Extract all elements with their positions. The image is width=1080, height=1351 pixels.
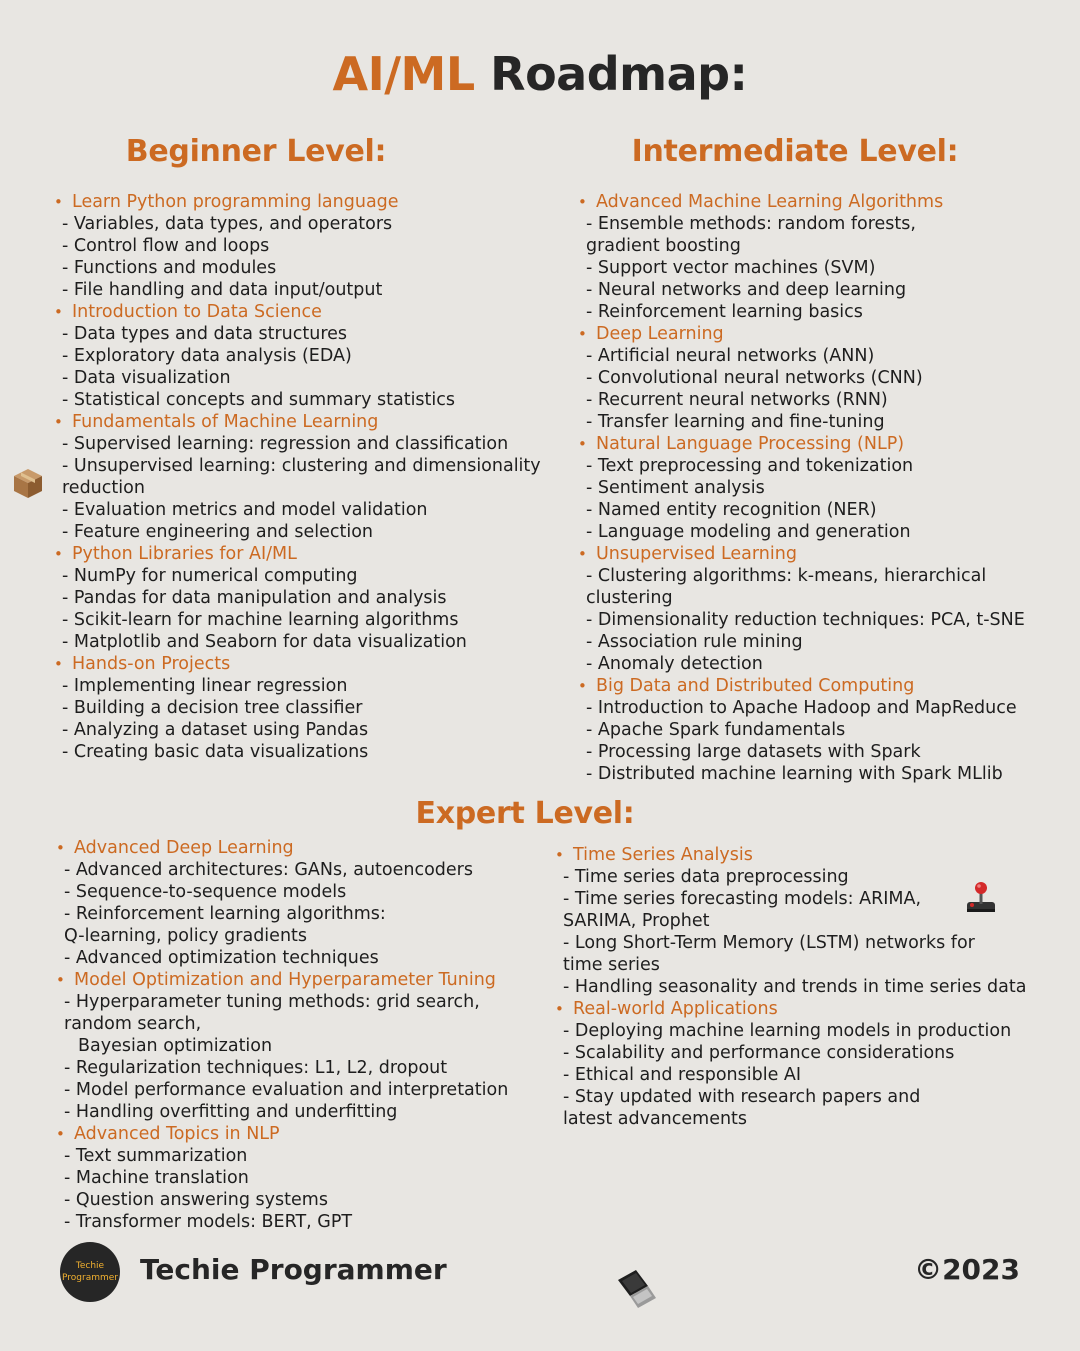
list-item-text: Sequence-to-sequence models xyxy=(75,882,347,902)
list-item-text: Association rule mining xyxy=(597,632,803,652)
list-item: - Transformer models: BERT, GPT xyxy=(64,1212,353,1232)
expert-right-section xyxy=(555,844,1026,1130)
list-item-text: Data types and data structures xyxy=(73,324,348,344)
list-item-text: time series xyxy=(563,955,660,975)
topic-title: • Fundamentals of Machine Learning xyxy=(54,411,541,433)
list-item: - Text summarization xyxy=(64,1146,248,1166)
expert-heading: Expert Level: xyxy=(415,796,635,831)
list-item: - Convolutional neural networks (CNN) xyxy=(586,368,923,388)
list-item-text: Advanced architectures: GANs, autoencoders xyxy=(75,860,473,880)
list-item-text: Time series data preprocessing xyxy=(574,867,849,887)
list-item-text: Feature engineering and selection xyxy=(73,522,373,542)
list-item: - Handling seasonality and trends in time series data xyxy=(563,977,1027,997)
list-item-text: Matplotlib and Seaborn for data visualization xyxy=(73,632,467,652)
topic-title: • Learn Python programming language xyxy=(54,191,541,213)
list-item: - Creating basic data visualizations xyxy=(62,742,369,762)
list-item-text: Pandas for data manipulation and analysis xyxy=(73,588,447,608)
list-item-text: Support vector machines (SVM) xyxy=(597,258,876,278)
list-item-text: Scalability and performance considerations xyxy=(574,1043,955,1063)
list-item-text: Clustering algorithms: k-means, hierarchical xyxy=(597,566,987,586)
list-item: - Recurrent neural networks (RNN) xyxy=(586,390,888,410)
list-item: - Building a decision tree classifier xyxy=(62,698,363,718)
list-item-text: Ethical and responsible AI xyxy=(574,1065,802,1085)
page-title xyxy=(0,44,1080,104)
topic-title: • Big Data and Distributed Computing xyxy=(578,675,1025,697)
logo-line-2: Programmer xyxy=(62,1273,118,1283)
list-item-text: Analyzing a dataset using Pandas xyxy=(73,720,369,740)
list-item-text: Ensemble methods: random forests, xyxy=(597,214,916,234)
list-item: - Support vector machines (SVM) xyxy=(586,258,876,278)
list-item-text: Introduction to Apache Hadoop and MapReduce xyxy=(597,698,1017,718)
list-item-text: Handling overfitting and underfitting xyxy=(75,1102,398,1122)
list-item: - Clustering algorithms: k-means, hierarchical clustering xyxy=(578,565,1025,609)
list-item-text: Text preprocessing and tokenization xyxy=(597,456,914,476)
topic-title: • Hands-on Projects xyxy=(54,653,541,675)
list-item-text: latest advancements xyxy=(563,1109,748,1129)
list-item: - Time series data preprocessing xyxy=(563,867,849,887)
list-item-text: Regularization techniques: L1, L2, dropout xyxy=(75,1058,448,1078)
title-accent: AI/ML xyxy=(332,47,475,101)
list-item: - Scalability and performance considerations xyxy=(563,1043,955,1063)
list-item-text: Recurrent neural networks (RNN) xyxy=(597,390,888,410)
list-item-text: Scikit-learn for machine learning algorithms xyxy=(73,610,459,630)
list-item: - Introduction to Apache Hadoop and MapReduce xyxy=(586,698,1017,718)
list-item: - Apache Spark fundamentals xyxy=(586,720,846,740)
list-item: - Control flow and loops xyxy=(62,236,270,256)
list-item: - Data types and data structures xyxy=(62,324,348,344)
beginner-heading: Beginner Level: xyxy=(125,134,387,169)
list-item-text: Reinforcement learning basics xyxy=(597,302,863,322)
logo-line-1: Techie xyxy=(75,1261,105,1271)
list-item: - Matplotlib and Seaborn for data visualization xyxy=(62,632,467,652)
topic-title: • Advanced Machine Learning Algorithms xyxy=(578,191,1025,213)
list-item-text: Variables, data types, and operators xyxy=(73,214,393,234)
list-item: - Model performance evaluation and interpretation xyxy=(64,1080,509,1100)
expert-left-topic-list xyxy=(56,837,508,1233)
list-item-text: Named entity recognition (NER) xyxy=(597,500,877,520)
list-item: - Association rule mining xyxy=(586,632,803,652)
intermediate-section xyxy=(578,191,1025,785)
intermediate-topic-list xyxy=(578,191,1025,785)
list-item: - File handling and data input/output xyxy=(62,280,383,300)
topic-title: • Advanced Topics in NLP xyxy=(56,1123,508,1145)
list-item-text: Distributed machine learning with Spark MLlib xyxy=(597,764,1003,784)
topic-title: • Time Series Analysis xyxy=(555,844,1026,866)
package-icon xyxy=(10,465,46,501)
list-item: - Handling overfitting and underfitting xyxy=(64,1102,398,1122)
list-item-text: Advanced optimization techniques xyxy=(75,948,379,968)
list-item-text: Statistical concepts and summary statistics xyxy=(73,390,456,410)
list-item-text: Dimensionality reduction techniques: PCA, t-SNE xyxy=(597,610,1025,630)
list-item-text: Evaluation metrics and model validation xyxy=(73,500,428,520)
list-item: - Text preprocessing and tokenization xyxy=(586,456,914,476)
intermediate-heading: Intermediate Level: xyxy=(631,134,959,169)
list-item: - Named entity recognition (NER) xyxy=(586,500,877,520)
copyright: ©2023 xyxy=(914,1253,1020,1286)
list-item-text: Implementing linear regression xyxy=(73,676,348,696)
list-item: - Statistical concepts and summary statistics xyxy=(62,390,456,410)
topic-title: • Model Optimization and Hyperparameter Tuning xyxy=(56,969,508,991)
brand-logo xyxy=(60,1242,120,1302)
list-item-text: Q-learning, policy gradients xyxy=(64,926,308,946)
list-item: - Time series forecasting models: ARIMA, SARIMA, Prophet xyxy=(555,888,1026,932)
list-item-text: Time series forecasting models: ARIMA, xyxy=(574,889,922,909)
list-item: - Stay updated with research papers and latest advancements xyxy=(555,1086,1026,1130)
list-item-text: Sentiment analysis xyxy=(597,478,765,498)
list-item: - Exploratory data analysis (EDA) xyxy=(62,346,352,366)
title-rest: Roadmap: xyxy=(490,47,748,101)
list-item: - Regularization techniques: L1, L2, dropout xyxy=(64,1058,448,1078)
list-item-text: Bayesian optimization xyxy=(78,1036,273,1056)
laptop-icon xyxy=(614,1264,660,1310)
list-item: - Scikit-learn for machine learning algorithms xyxy=(62,610,459,630)
list-item-text: gradient boosting xyxy=(586,236,741,256)
list-item: - Dimensionality reduction techniques: PCA, t-SNE xyxy=(586,610,1025,630)
list-item: - Advanced optimization techniques xyxy=(64,948,379,968)
list-item: - Machine translation xyxy=(64,1168,249,1188)
list-item-text: Processing large datasets with Spark xyxy=(597,742,921,762)
list-item-text: Anomaly detection xyxy=(597,654,763,674)
list-item-text: Data visualization xyxy=(73,368,231,388)
list-item: - Ethical and responsible AI xyxy=(563,1065,802,1085)
list-item: - Pandas for data manipulation and analysis xyxy=(62,588,447,608)
list-item: - Processing large datasets with Spark xyxy=(586,742,921,762)
joystick-icon xyxy=(964,880,998,916)
expert-right-topic-list xyxy=(555,844,1026,1130)
list-item: - Supervised learning: regression and classification xyxy=(62,434,509,454)
list-item-text: Exploratory data analysis (EDA) xyxy=(73,346,352,366)
list-item: - Distributed machine learning with Spark MLlib xyxy=(586,764,1003,784)
list-item-text: clustering xyxy=(586,588,673,608)
list-item: - NumPy for numerical computing xyxy=(62,566,358,586)
topic-title: • Unsupervised Learning xyxy=(578,543,1025,565)
topic-title: • Introduction to Data Science xyxy=(54,301,541,323)
list-item: - Advanced architectures: GANs, autoencoders xyxy=(64,860,473,880)
list-item: - Analyzing a dataset using Pandas xyxy=(62,720,369,740)
topic-title: • Deep Learning xyxy=(578,323,1025,345)
list-item-text: Model performance evaluation and interpretation xyxy=(75,1080,509,1100)
topic-title: • Real-world Applications xyxy=(555,998,1026,1020)
beginner-topic-list xyxy=(54,191,541,763)
list-item-text: Creating basic data visualizations xyxy=(73,742,369,762)
list-item: - Anomaly detection xyxy=(586,654,763,674)
list-item-text: File handling and data input/output xyxy=(73,280,383,300)
list-item-text: Unsupervised learning: clustering and dimensionality xyxy=(73,456,541,476)
list-item: - Question answering systems xyxy=(64,1190,328,1210)
list-item: - Neural networks and deep learning xyxy=(586,280,907,300)
list-item-text: Deploying machine learning models in production xyxy=(574,1021,1012,1041)
list-item-text: Hyperparameter tuning methods: grid search, xyxy=(75,992,480,1012)
list-item-text: Reinforcement learning algorithms: xyxy=(75,904,386,924)
list-item-text: reduction xyxy=(62,478,145,498)
list-item: - Unsupervised learning: clustering and dimensionality reduction xyxy=(62,456,541,498)
list-item: - Feature engineering and selection xyxy=(62,522,373,542)
list-item-text: Question answering systems xyxy=(75,1190,328,1210)
list-item-text: Supervised learning: regression and classification xyxy=(73,434,509,454)
list-item-text: Transformer models: BERT, GPT xyxy=(75,1212,353,1232)
list-item: - Reinforcement learning algorithms: Q-learning, policy gradients xyxy=(56,903,508,947)
topic-title: • Natural Language Processing (NLP) xyxy=(578,433,1025,455)
list-item: - Evaluation metrics and model validation xyxy=(62,500,428,520)
list-item: - Language modeling and generation xyxy=(586,522,911,542)
list-item-text: Artificial neural networks (ANN) xyxy=(597,346,875,366)
list-item-text: Stay updated with research papers and xyxy=(574,1087,921,1107)
list-item-text: Handling seasonality and trends in time series data xyxy=(574,977,1027,997)
brand-name: Techie Programmer xyxy=(140,1253,447,1286)
list-item-text: Transfer learning and fine-tuning xyxy=(597,412,885,432)
list-item: - Deploying machine learning models in production xyxy=(563,1021,1012,1041)
list-item: - Long Short-Term Memory (LSTM) networks for time series xyxy=(555,932,1026,976)
list-item: - Ensemble methods: random forests, gradient boosting xyxy=(578,213,1025,257)
list-item: - Sequence-to-sequence models xyxy=(64,882,347,902)
list-item: - Artificial neural networks (ANN) xyxy=(586,346,875,366)
list-item-text: Convolutional neural networks (CNN) xyxy=(597,368,923,388)
list-item-text: SARIMA, Prophet xyxy=(563,911,710,931)
list-item: - Data visualization xyxy=(62,368,231,388)
list-item-text: Machine translation xyxy=(75,1168,249,1188)
list-item-text: Language modeling and generation xyxy=(597,522,911,542)
list-item: - Implementing linear regression xyxy=(62,676,348,696)
list-item-text: Building a decision tree classifier xyxy=(73,698,363,718)
list-item: - Hyperparameter tuning methods: grid search, random search, Bayesian optimization xyxy=(56,991,508,1057)
list-item: - Functions and modules xyxy=(62,258,277,278)
list-item-text: Apache Spark fundamentals xyxy=(597,720,846,740)
list-item: - Reinforcement learning basics xyxy=(586,302,863,322)
list-item-text: Control flow and loops xyxy=(73,236,270,256)
list-item: - Sentiment analysis xyxy=(586,478,765,498)
expert-left-section xyxy=(56,837,508,1233)
topic-title: • Python Libraries for AI/ML xyxy=(54,543,541,565)
topic-title: • Advanced Deep Learning xyxy=(56,837,508,859)
list-item-text: Text summarization xyxy=(75,1146,248,1166)
list-item-text: Long Short-Term Memory (LSTM) networks for xyxy=(574,933,975,953)
list-item: - Variables, data types, and operators xyxy=(62,214,393,234)
list-item-text: Functions and modules xyxy=(73,258,277,278)
list-item: - Transfer learning and fine-tuning xyxy=(586,412,885,432)
beginner-section xyxy=(54,191,541,763)
list-item-text: Neural networks and deep learning xyxy=(597,280,907,300)
list-item-text: NumPy for numerical computing xyxy=(73,566,358,586)
list-item-text: random search, xyxy=(64,1014,202,1034)
